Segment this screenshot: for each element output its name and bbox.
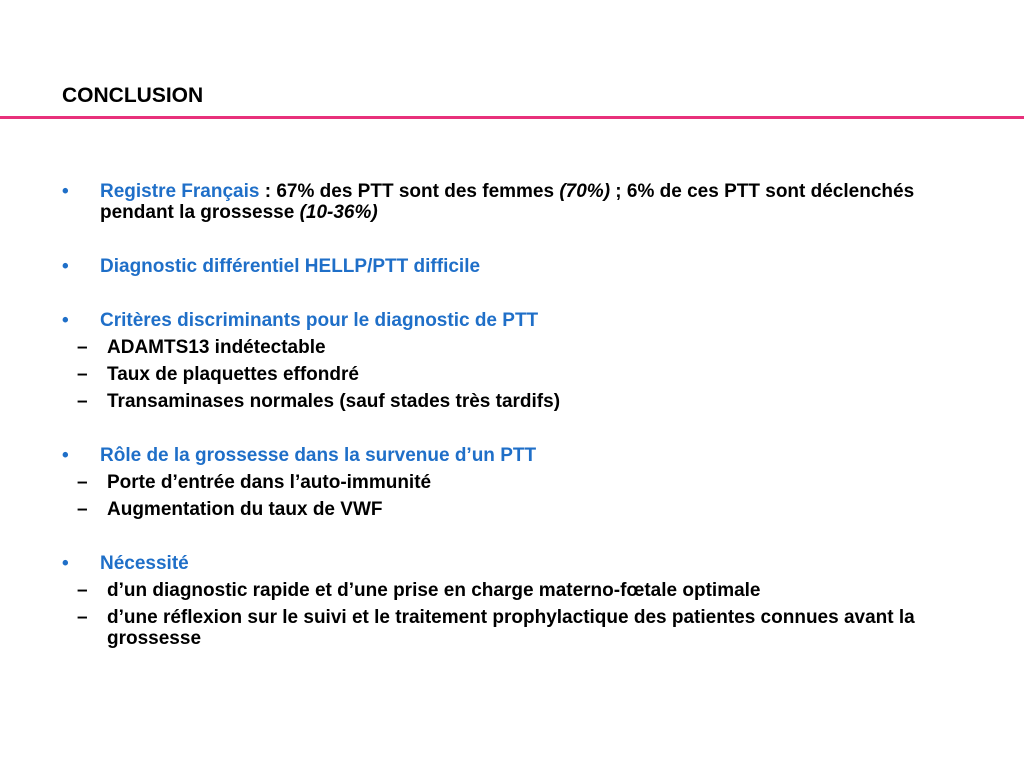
item-text: : 67% des PTT sont des femmes bbox=[259, 181, 560, 202]
list-item-diagnostic bbox=[62, 256, 962, 277]
sub-item-text: Augmentation du taux de VWF bbox=[107, 499, 383, 520]
item-heading: Registre Français bbox=[100, 181, 260, 202]
dash-icon: – bbox=[77, 607, 88, 628]
bullet-icon: • bbox=[62, 256, 69, 277]
bullet-icon: • bbox=[62, 181, 69, 202]
dash-icon: – bbox=[77, 580, 88, 601]
dash-icon: – bbox=[77, 472, 88, 493]
item-heading: Diagnostic différentiel HELLP/PTT difficile bbox=[100, 256, 481, 277]
list-item-registre bbox=[62, 181, 962, 223]
sub-item bbox=[62, 364, 962, 385]
item-text: ; 6% de ces PTT sont déclenchés pendant la grossesse bbox=[100, 181, 915, 223]
list-item-necessite bbox=[62, 553, 962, 649]
sub-list bbox=[77, 472, 962, 520]
item-italic-text: (10-36%) bbox=[299, 202, 378, 223]
dash-icon: – bbox=[77, 337, 88, 358]
sub-item bbox=[62, 472, 962, 493]
sub-item-text: Transaminases normales (sauf stades très tardifs) bbox=[107, 391, 561, 412]
dash-icon: – bbox=[77, 364, 88, 385]
sub-item-text: ADAMTS13 indétectable bbox=[107, 337, 326, 358]
list-item-criteres bbox=[62, 310, 962, 412]
bullet-icon: • bbox=[62, 445, 69, 466]
sub-item bbox=[62, 391, 962, 412]
list-item-role bbox=[62, 445, 962, 520]
dash-icon: – bbox=[77, 391, 88, 412]
bullet-icon: • bbox=[62, 310, 69, 331]
sub-item-text: d’un diagnostic rapide et d’une prise en charge materno-fœtale optimale bbox=[107, 580, 761, 601]
sub-item bbox=[62, 607, 937, 649]
sub-item bbox=[62, 337, 962, 358]
sub-list bbox=[77, 580, 962, 649]
slide-content bbox=[62, 181, 962, 682]
sub-list bbox=[77, 337, 962, 412]
item-heading: Critères discriminants pour le diagnostic de PTT bbox=[100, 310, 539, 331]
sub-item bbox=[62, 580, 962, 601]
sub-item-text: Taux de plaquettes effondré bbox=[107, 364, 359, 385]
sub-item-text: Porte d’entrée dans l’auto-immunité bbox=[107, 472, 432, 493]
dash-icon: – bbox=[77, 499, 88, 520]
item-heading: Nécessité bbox=[100, 553, 189, 574]
sub-item-text: d’une réflexion sur le suivi et le traitement prophylactique des patientes connues avant la grossesse bbox=[107, 607, 915, 649]
slide-title: CONCLUSION bbox=[62, 84, 204, 107]
sub-item bbox=[62, 499, 962, 520]
bullet-icon: • bbox=[62, 553, 69, 574]
title-divider bbox=[0, 116, 1024, 119]
item-italic-text: (70%) bbox=[559, 181, 611, 202]
item-heading: Rôle de la grossesse dans la survenue d’un PTT bbox=[100, 445, 537, 466]
